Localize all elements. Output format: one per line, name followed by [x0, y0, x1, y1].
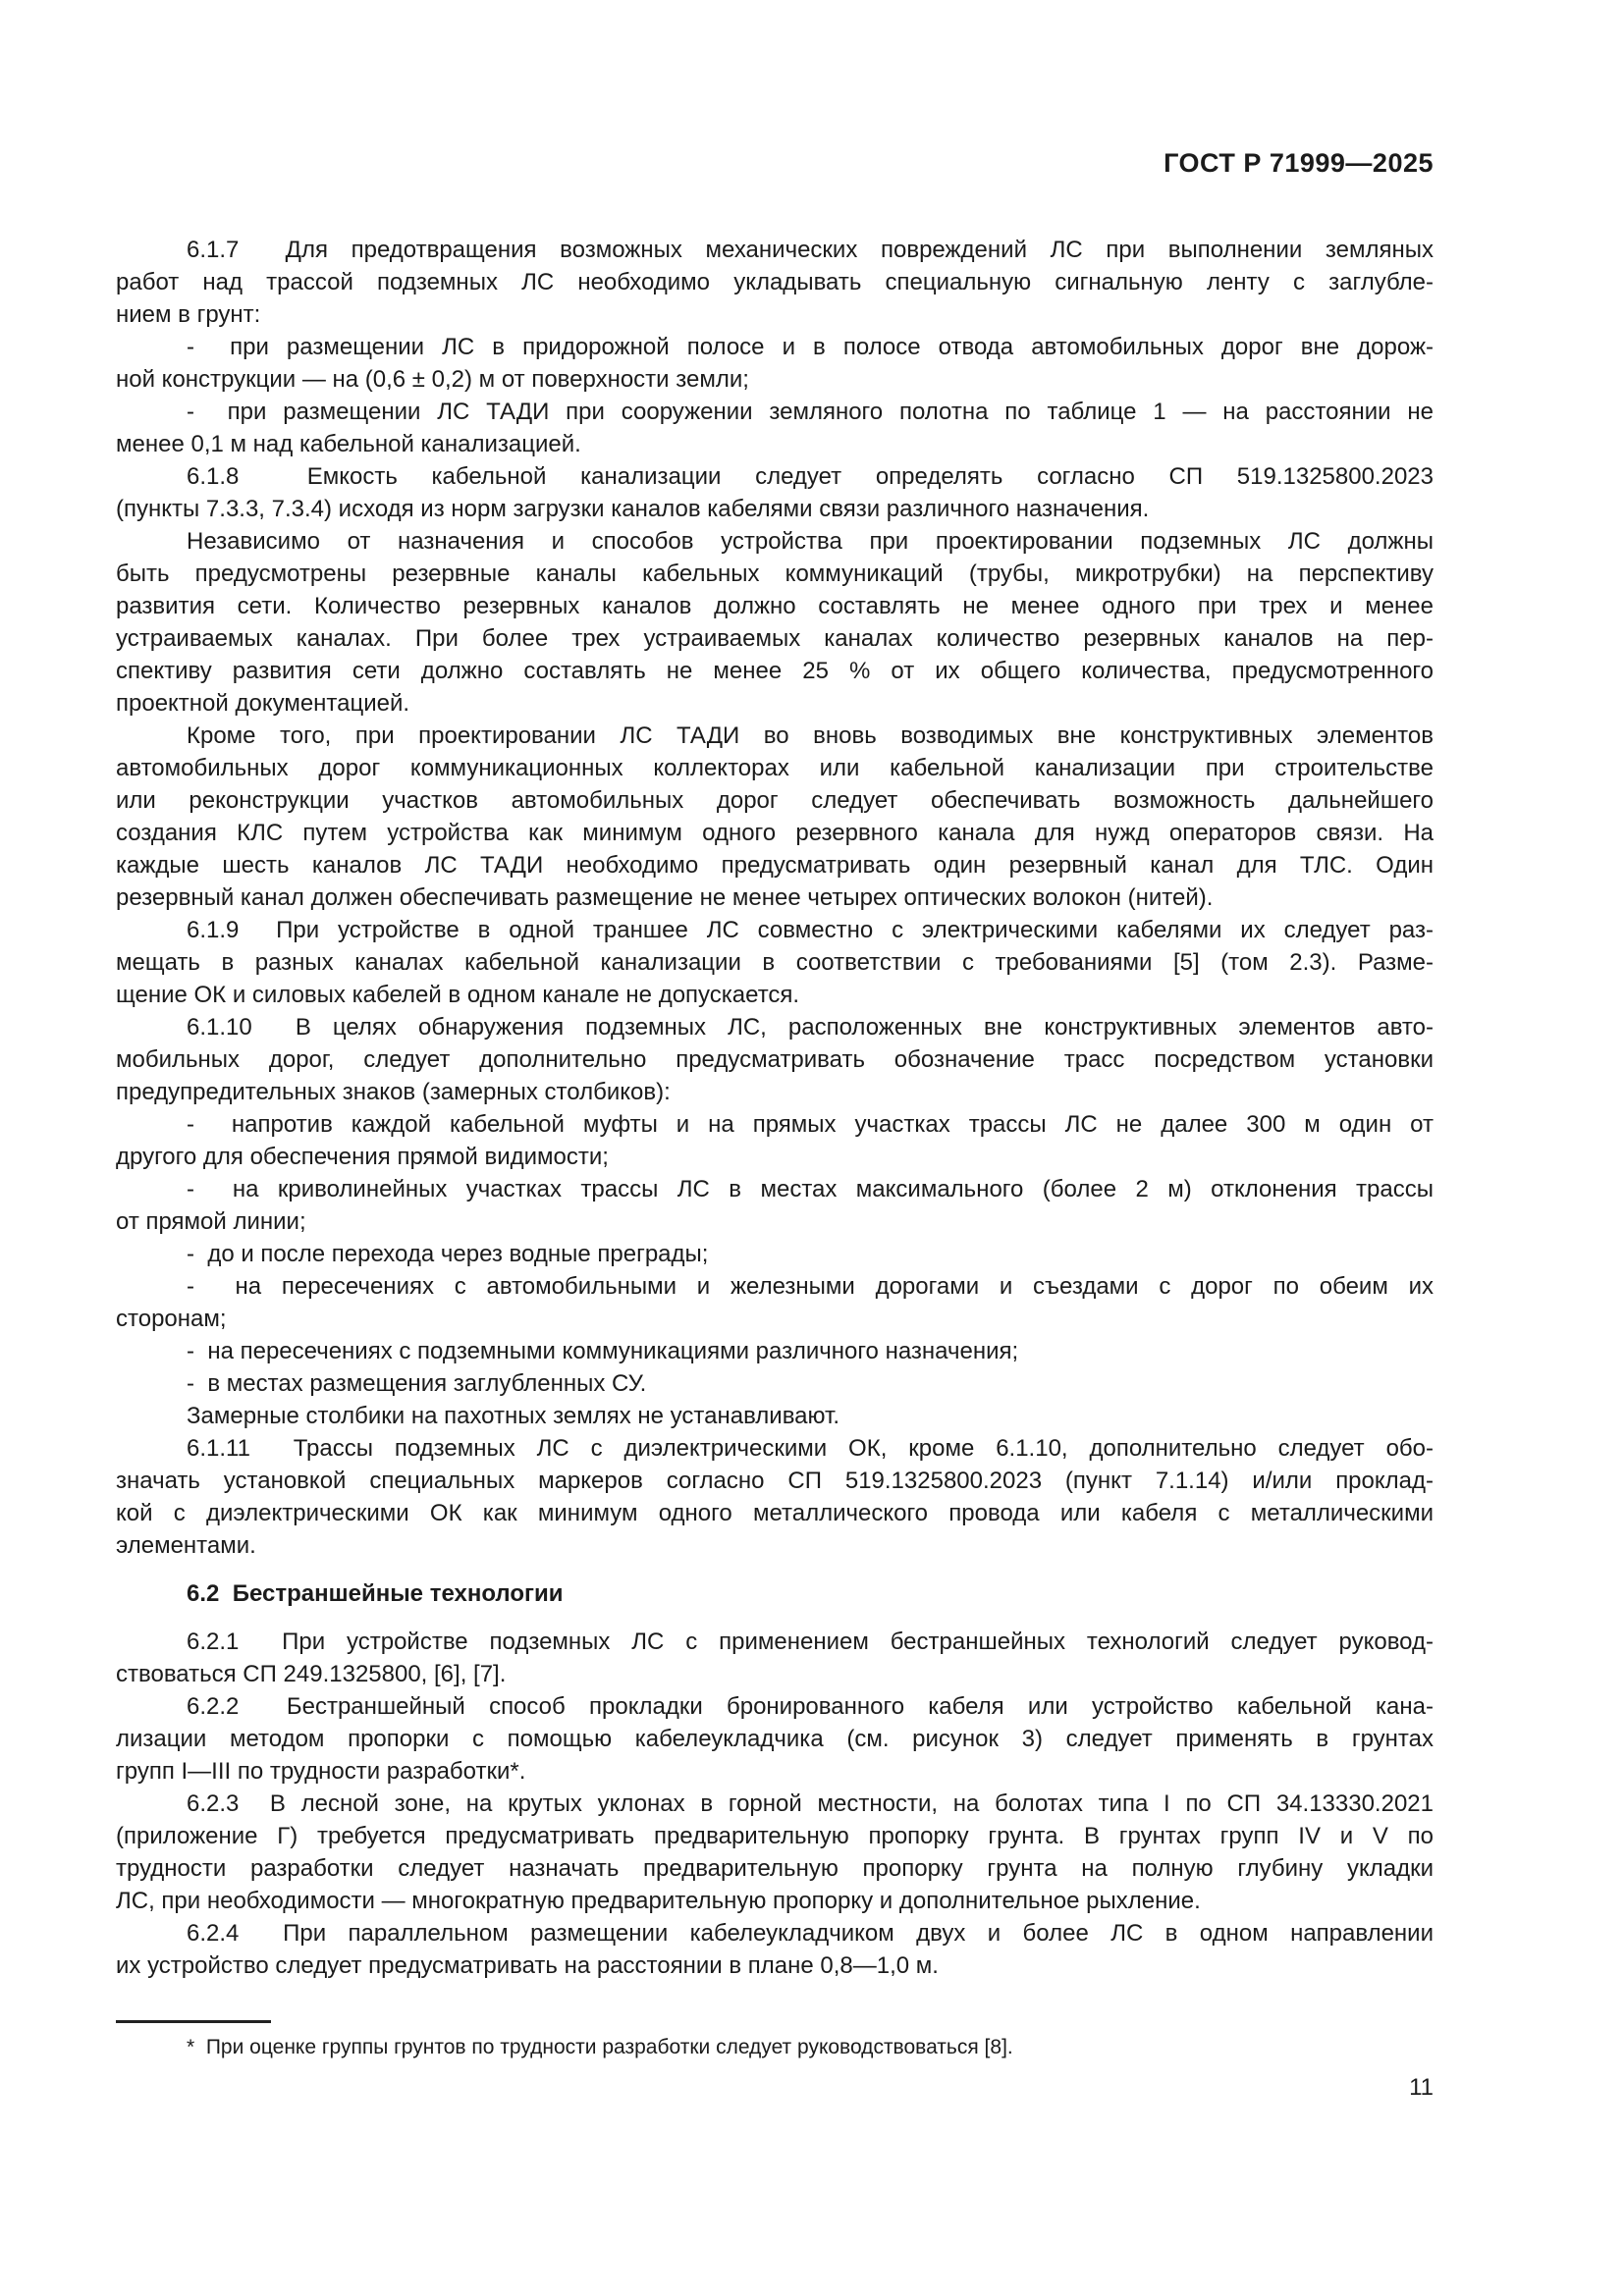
footnote-area — [116, 2020, 1434, 2062]
text-line: - на пересечениях с автомобильными и железными дорогами и съездами с дорог по обеим их — [187, 1273, 1434, 1300]
paragraph — [116, 1108, 1434, 1173]
text-line: значать установкой специальных маркеров согласно СП 519.1325800.2023 (пункт 7.1.14) и/или проклад- — [116, 1468, 1434, 1494]
content-area — [116, 234, 1434, 1982]
text-line: устраиваемых каналах. При более трех устраиваемых каналах количество резервных каналов на пер- — [116, 625, 1434, 652]
text-line: лизации методом пропорки с помощью кабелеукладчика (см. рисунок 3) следует применять в грунтах — [116, 1726, 1434, 1752]
paragraph — [116, 234, 1434, 331]
text-line: 6.1.10 В целях обнаружения подземных ЛС, расположенных вне конструктивных элементов авто- — [187, 1014, 1434, 1041]
paragraph — [116, 1270, 1434, 1335]
text-line: групп I—III по трудности разработки*. — [116, 1758, 526, 1785]
paragraph — [116, 525, 1434, 720]
text-line: 6.2.3 В лесной зоне, на крутых уклонах в горной местности, на болотах типа I по СП 34.13330.2021 — [187, 1790, 1434, 1817]
text-line: мещать в разных каналах кабельной канализации в соответствии с требованиями [5] (том 2.3). Разме- — [116, 949, 1434, 976]
text-line: - на криволинейных участках трассы ЛС в местах максимального (более 2 м) отклонения трассы — [187, 1176, 1434, 1202]
paragraph — [116, 1367, 1434, 1400]
text-line: быть предусмотрены резервные каналы кабельных коммуникаций (трубы, микротрубки) на перспективу — [116, 561, 1434, 587]
text-line: трудности разработки следует назначать предварительную пропорку грунта на полную глубину укладки — [116, 1855, 1434, 1882]
text-line: - до и после перехода через водные преграды; — [187, 1241, 709, 1267]
paragraph — [116, 1400, 1434, 1432]
text-line: нием в грунт: — [116, 301, 261, 328]
text-line: развития сети. Количество резервных каналов должно составлять не менее одного при трех и менее — [116, 593, 1434, 619]
text-line: ствоваться СП 249.1325800, [6], [7]. — [116, 1661, 507, 1687]
footnote-rule — [116, 2020, 271, 2023]
text-line: работ над трассой подземных ЛС необходимо укладывать специальную сигнальную ленту с заглубле- — [116, 269, 1434, 295]
text-line: кой с диэлектрическими ОК как минимум одного металлического провода или кабеля с металлическими — [116, 1500, 1434, 1526]
text-line: каждые шесть каналов ЛС ТАДИ необходимо предусматривать один резервный канал для ТЛС. Один — [116, 852, 1434, 879]
text-line: ЛС, при необходимости — многократную предварительную пропорку и дополнительное рыхление. — [116, 1888, 1201, 1914]
text-line: Независимо от назначения и способов устройства при проектировании подземных ЛС должны — [187, 528, 1434, 555]
paragraph — [116, 396, 1434, 460]
paragraph — [116, 1690, 1434, 1788]
text-line: 6.1.11 Трассы подземных ЛС с диэлектрическими ОК, кроме 6.1.10, дополнительно следует обо- — [187, 1435, 1434, 1462]
paragraph — [116, 331, 1434, 396]
text-line: 6.2.1 При устройстве подземных ЛС с применением бестраншейных технологий следует руковод- — [187, 1629, 1434, 1655]
text-line: Кроме того, при проектировании ЛС ТАДИ во вновь возводимых вне конструктивных элементов — [187, 722, 1434, 749]
paragraph — [116, 1788, 1434, 1917]
text-line: другого для обеспечения прямой видимости; — [116, 1144, 609, 1170]
text-line: резервный канал должен обеспечивать размещение не менее четырех оптических волокон (нитей). — [116, 884, 1214, 911]
text-line: автомобильных дорог коммуникационных коллекторах или кабельной канализации при строительстве — [116, 755, 1434, 781]
text-line: сторонам; — [116, 1306, 227, 1332]
text-line: - в местах размещения заглубленных СУ. — [187, 1370, 647, 1397]
paragraph — [116, 1626, 1434, 1690]
paragraph — [116, 460, 1434, 525]
text-line: - при размещении ЛС в придорожной полосе и в полосе отвода автомобильных дорог вне дорож- — [187, 334, 1434, 360]
text-line: - при размещении ЛС ТАДИ при сооружении земляного полотна по таблице 1 — на расстоянии не — [187, 399, 1434, 425]
text-line: от прямой линии; — [116, 1208, 306, 1235]
text-line: (пункты 7.3.3, 7.3.4) исходя из норм загрузки каналов кабелями связи различного назначения. — [116, 496, 1150, 522]
text-line: ной конструкции — на (0,6 ± 0,2) м от поверхности земли; — [116, 366, 749, 393]
paragraph — [116, 1917, 1434, 1982]
section-heading — [116, 1577, 1434, 1610]
footnote-text: * При оценке группы грунтов по трудности разработки следует руководствоваться [8]. — [187, 2036, 1013, 2058]
text-line: их устройство следует предусматривать на расстоянии в плане 0,8—1,0 м. — [116, 1952, 939, 1979]
page-number: 11 — [1409, 2074, 1434, 2101]
text-line: 6.1.7 Для предотвращения возможных механических повреждений ЛС при выполнении земляных — [187, 237, 1434, 263]
text-line: предупредительных знаков (замерных столбиков): — [116, 1079, 671, 1105]
text-line: - напротив каждой кабельной муфты и на прямых участках трассы ЛС не далее 300 м один от — [187, 1111, 1434, 1138]
text-line: - на пересечениях с подземными коммуникациями различного назначения; — [187, 1338, 1019, 1364]
text-line: 6.2.4 При параллельном размещении кабелеукладчиком двух и более ЛС в одном направлении — [187, 1920, 1434, 1947]
paragraph — [116, 720, 1434, 914]
text-line: щение ОК и силовых кабелей в одном канале не допускается. — [116, 982, 800, 1008]
text-line: менее 0,1 м над кабельной канализацией. — [116, 431, 581, 457]
paragraph — [116, 914, 1434, 1011]
text-line: 6.1.9 При устройстве в одной траншее ЛС совместно с электрическими кабелями их следует раз- — [187, 917, 1434, 943]
running-header: ГОСТ Р 71999—2025 — [1164, 148, 1434, 178]
text-line: (приложение Г) требуется предусматривать предварительную пропорку грунта. В грунтах групп IV и V по — [116, 1823, 1434, 1849]
paragraph — [116, 1432, 1434, 1562]
text-line: спективу развития сети должно составлять не менее 25 % от их общего количества, предусмотренного — [116, 658, 1434, 684]
text-line: создания КЛС путем устройства как минимум одного резервного канала для нужд операторов связи. На — [116, 820, 1434, 846]
text-line: элементами. — [116, 1532, 256, 1559]
paragraph — [116, 1335, 1434, 1367]
paragraph — [116, 1173, 1434, 1238]
text-line: мобильных дорог, следует дополнительно предусматривать обозначение трасс посредством установки — [116, 1046, 1434, 1073]
text-line: 6.2 Бестраншейные технологии — [187, 1580, 564, 1607]
text-line: 6.1.8 Емкость кабельной канализации следует определять согласно СП 519.1325800.2023 — [187, 463, 1434, 490]
text-line: проектной документацией. — [116, 690, 410, 717]
paragraph — [116, 1011, 1434, 1108]
text-line: Замерные столбики на пахотных землях не устанавливают. — [187, 1403, 839, 1429]
text-line: 6.2.2 Бестраншейный способ прокладки бронированного кабеля или устройство кабельной кана- — [187, 1693, 1434, 1720]
paragraph — [116, 1238, 1434, 1270]
text-line: или реконструкции участков автомобильных дорог следует обеспечивать возможность дальнейшего — [116, 787, 1434, 814]
